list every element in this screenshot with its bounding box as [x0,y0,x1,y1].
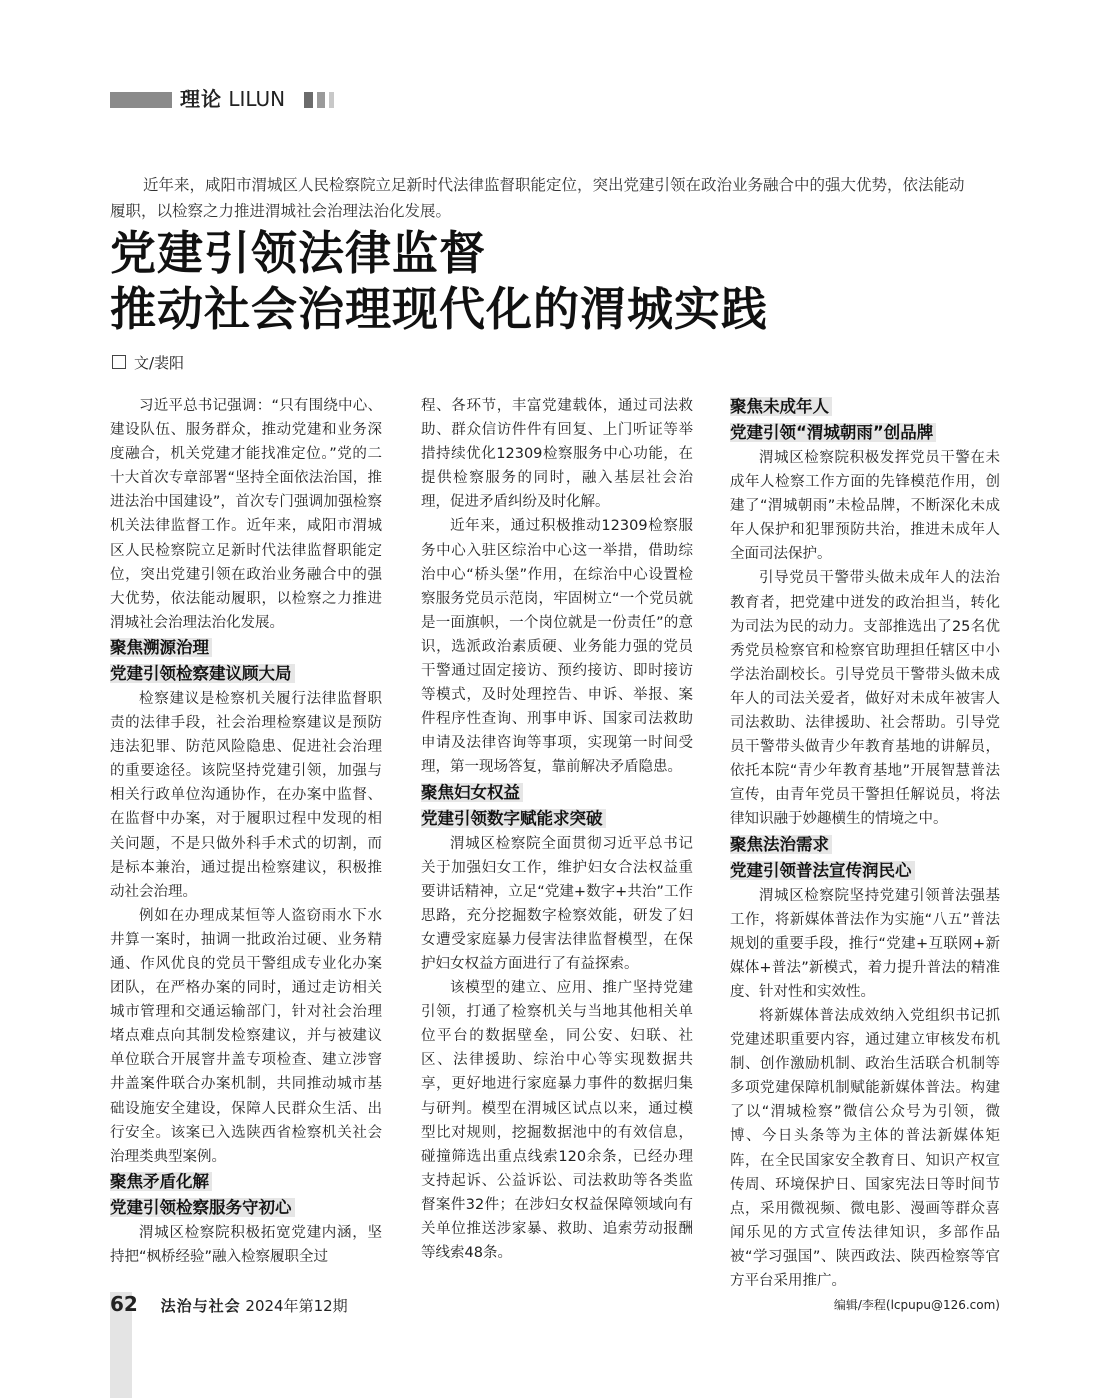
column-1 [110,394,382,1269]
column-2 [421,394,693,1265]
page-footer [110,1292,348,1318]
square-icon [112,355,126,369]
article-intro: 近年来，咸阳市渭城区人民检察院立足新时代法律监督职能定位，突出党建引领在政治业务融合中的强大优势，依法能动履职，以检察之力推进渭城社会治理法治化发展。 [110,176,965,220]
paragraph: 近年来，通过积极推动12309检察服务中心入驻区综治中心这一举措，借助综治中心“桥头堡”作用，在综治中心设置检察服务党员示范岗，牢固树立“一个党员就是一面旗帜，一个岗位就是一份责任”的意识，选派政治素质硬、业务能力强的党员干警通过固定接访、预约接访、即时接访等模式，及时处理控告、申诉、举报、案件程序性查询、刑事申诉、国家司法救助申请及法律咨询等事项，实现第一时间受理，第一现场答复，靠前解决矛盾隐患。 [421,518,693,776]
magazine-name: 法治与社会 [160,1297,241,1315]
section-title-en: LILUN [228,87,286,111]
section-title-cn: 理论 [180,87,222,111]
paragraph: 程、各环节，丰富党建载体，通过司法救助、群众信访件件有回复、上门听证等举措持续优化12309检察服务中心功能，在提供检察服务的同时，融入基层社会治理，促进矛盾纠纷及时化解。 [421,398,693,511]
paragraph: 渭城区检察院积极发挥党员干警在未成年人检察工作方面的先锋模范作用，创建了“渭城朝雨”未检品牌，不断深化未成年人保护和犯罪预防共治，推进未成年人全面司法保护。 [730,450,1000,563]
section-subheading: 党建引领检察服务守初心 [110,1195,382,1221]
section-subheading: 党建引领普法宣传润民心 [730,858,1000,884]
column-3 [730,394,1000,1315]
paragraph: 渭城区检察院坚持党建引领普法强基工作，将新媒体普法作为实施“八五”普法规划的重要手段，推行“党建+互联网+新媒体+普法”新模式，着力提升普法的精准度、针对性和实效性。 [730,887,1000,1000]
author: 文/裴阳 [134,354,185,372]
section-header [180,86,285,112]
paragraph: 该模型的建立、应用、推广坚持党建引领，打通了检察机关与当地其他相关单位平台的数据壁垒，同公安、妇联、社区、法律援助、综治中心等实现数据共享，更好地进行家庭暴力事件的数据归集与研判。模型在渭城区试点以来，通过模型比对规则，挖掘数据池中的有效信息，碰撞筛选出重点线索120余条，已经办理支持起诉、公益诉讼、司法救助等各类监督案件32件；在涉妇女权益保障领域向有关单位推送涉家暴、救助、追索劳动报酬等线索48条。 [421,980,693,1262]
header-marks [304,92,338,108]
editor-credit: 编辑/李程(lcpupu@126.com) [833,1298,1000,1313]
page-number: 62 [110,1292,138,1316]
title-line-1: 党建引领法律监督 [110,226,486,280]
section-heading: 聚焦妇女权益 [421,780,693,806]
title-line-2: 推动社会治理现代化的渭城实践 [110,282,768,336]
byline [112,351,184,375]
paragraph: 将新媒体普法成效纳入党组织书记抓党建述职重要内容，通过建立审核发布机制、创作激励机制、政治生活联合机制等多项党建保障机制赋能新媒体普法。构建了以“渭城检察”微信公众号为引领，微博、今日头条等为主体的普法新媒体矩阵，在全民国家安全教育日、知识产权宣传周、环境保护日、国家宪法日等时间节点，采用微视频、微电影、漫画等群众喜闻乐见的方式宣传法律知识，多部作品被“学习强国”、陕西政法、陕西检察等官方平台采用推广。 [730,1007,1000,1289]
header-bar [110,92,172,108]
paragraph: 习近平总书记强调：“只有围绕中心、建设队伍、服务群众，推动党建和业务深度融合，机关党建才能找准定位。”党的二十大首次专章部署“坚持全面依法治国，推进法治中国建设”，首次专门强调加强检察机关法律监督工作。近年来，咸阳市渭城区人民检察院立足新时代法律监督职能定位，突出党建引领在政治业务融合中的强大优势，依法能动履职，以检察之力推进渭城社会治理法治化发展。 [110,398,382,631]
paragraph: 例如在办理成某恒等人盗窃雨水下水井算一案时，抽调一批政治过硬、业务精通、作风优良的党员干警组成专业化办案团队，在严格办案的同时，通过走访相关城市管理和交通运输部门，针对社会治理堵点难点向其制发检察建议，并与被建议单位联合开展窨井盖专项检查、建立涉窨井盖案件联合办案机制，共同推动城市基础设施安全建设，保障人民群众生活、出行安全。该案已入选陕西省检察机关社会治理类典型案例。 [110,907,382,1165]
section-subheading: 党建引领数字赋能求突破 [421,806,693,832]
section-heading: 聚焦未成年人 [730,394,1000,420]
paragraph: 引导党员干警带头做未成年人的法治教育者，把党建中迸发的政治担当，转化为司法为民的动力。支部推选出了25名优秀党员检察官和检察官助理担任辖区中小学法治副校长。引导党员干警带头做未成年人的司法关爱者，做好对未成年被害人司法救助、法律援助、社会帮助。引导党员干警带头做青少年教育基地的讲解员，依托本院“青少年教育基地”开展智慧普法宣传，由青年党员干警担任解说员，将法律知识融于妙趣横生的情境之中。 [730,570,1000,828]
article-title [110,225,1010,337]
section-heading: 聚焦矛盾化解 [110,1169,382,1195]
paragraph: 渭城区检察院积极拓宽党建内涵，坚持把“枫桥经验”融入检察履职全过 [110,1224,382,1265]
section-subheading: 党建引领“渭城朝雨”创品牌 [730,420,1000,446]
section-subheading: 党建引领检察建议顾大局 [110,661,382,687]
issue-label: 2024年第12期 [245,1297,348,1315]
paragraph: 渭城区检察院全面贯彻习近平总书记关于加强妇女工作，维护妇女合法权益重要讲话精神，立足“党建+数字+共治”工作思路，充分挖掘数字检察效能，研发了妇女遭受家庭暴力侵害法律监督模型，在保护妇女权益方面进行了有益探索。 [421,835,693,972]
section-heading: 聚焦法治需求 [730,832,1000,858]
section-heading: 聚焦溯源治理 [110,635,382,661]
paragraph: 检察建议是检察机关履行法律监督职责的法律手段，社会治理检察建议是预防违法犯罪、防范风险隐患、促进社会治理的重要途径。该院坚持党建引领，加强与相关行政单位沟通协作，在办案中监督、在监督中办案，对于履职过程中发现的相关问题，不是只做外科手术式的切割，而是标本兼治，通过提出检察建议，积极推动社会治理。 [110,690,382,900]
